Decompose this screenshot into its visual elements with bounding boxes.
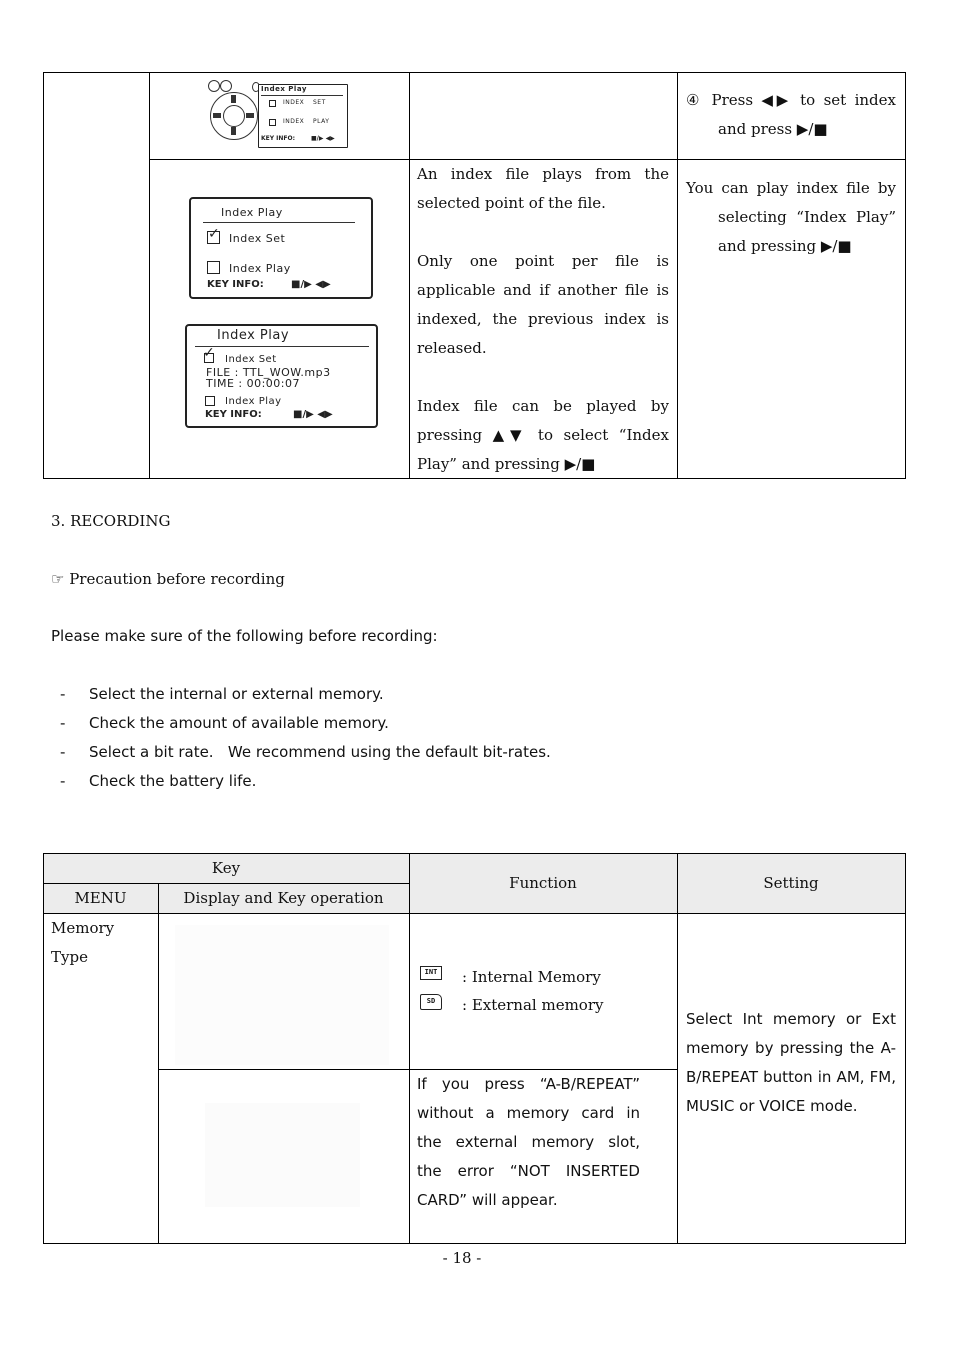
section-heading: 3. RECORDING [51,512,171,530]
header-setting: Setting [763,874,819,892]
lcd-small-item1-value: SET [313,99,326,106]
lcd-b-file: FILE : TTL_WOW.mp3 [206,366,331,379]
checkbox-empty-icon [207,261,220,274]
lcd-b-title: Index Play [217,328,290,343]
lcd-a-keys-icon: ■/▶ ◀▶ [291,279,331,290]
lcd-small-item2: INDEX [283,118,305,125]
setting-memory: Select Int memory or Ext memory by pressing the A-B/REPEAT button in AM, FM, MUSIC or VOICE mode. [686,1010,896,1115]
external-memory-icon: SD [420,994,442,1010]
lcd-small [258,84,348,148]
header-function: Function [509,874,577,892]
top-table [43,72,906,479]
row1-setting: ④ Press ◀▶ to set index and press ▶/■ [686,91,896,138]
list-item: Select the internal or external memory. [89,685,384,703]
lcd-small-item2-value: PLAY [313,118,330,125]
lcd-small-item1: INDEX [283,99,305,106]
lcd-small-title: Index Play [261,85,307,93]
precaution-heading: ☞ Precaution before recording [51,570,285,588]
menu-memory-type: Memory Type [51,919,115,966]
internal-memory-icon: INT [420,966,442,980]
bullet-dash: - [60,714,66,732]
lcd-a-item2: Index Play [229,262,291,275]
intro-text: Please make sure of the following before recording: [51,627,438,645]
lcd-a-keyinfo: KEY INFO: [207,279,264,290]
player-wheel-icon [210,92,258,140]
lcd-b-time: TIME : 00:00:07 [206,377,301,390]
checkbox-empty-icon-b [205,396,215,406]
lcd-small-keyinfo: KEY INFO: [261,135,296,142]
list-item: Check the battery life. [89,772,257,790]
lcd-index-set: Index Play ✓ Index Set FILE : TTL_WOW.mp3 TIME : 00:00:07 Index Play KEY INFO: ■/▶ ◀▶ [185,324,378,428]
list-item: Check the amount of available memory. [89,714,389,732]
lcd-b-item2: Index Play [225,396,282,407]
lcd-index-menu: Index Play ✓ Index Set Index Play KEY INFO: ■/▶ ◀▶ [189,197,373,299]
header-menu: MENU [74,889,127,907]
lcd-b-keyinfo: KEY INFO: [205,409,262,420]
display-image-placeholder [175,925,389,1065]
header-key: Key [211,859,241,877]
external-memory-label: : External memory [462,996,604,1014]
lcd-b-keys-icon: ■/▶ ◀▶ [293,409,333,420]
bottom-table [43,853,906,1244]
row2-function: An index file plays from the selected point of the file. Only one point per file is applicable and if another file is indexed, the previous index is released. Index file can be played by pressing ▲▼ to select “Index Play” and pressing ▶/■ [417,165,669,473]
header-display: Display and Key operation [183,889,384,907]
bullet-dash: - [60,743,66,761]
player-screen-small [208,80,358,152]
lcd-a-title: Index Play [221,206,283,219]
lcd-a-item1: Index Set [229,232,286,245]
lcd-small-play-icon: ■/▶ ◀▶ [311,135,335,142]
page-number: - 18 - [442,1249,482,1267]
display-image-placeholder [205,1103,360,1207]
list-item: Select a bit rate. We recommend using the default bit-rates. [89,743,551,761]
bullet-dash: - [60,685,66,703]
row2-setting: You can play index file by selecting “Index Play” and pressing ▶/■ [686,179,896,255]
internal-memory-label: : Internal Memory [462,968,601,986]
bullet-dash: - [60,772,66,790]
lcd-b-item1: Index Set [225,354,277,365]
function-card-error: If you press “A-B/REPEAT” without a memory card in the external memory slot, the error “NOT INSERTED CARD” will appear. [417,1075,640,1209]
